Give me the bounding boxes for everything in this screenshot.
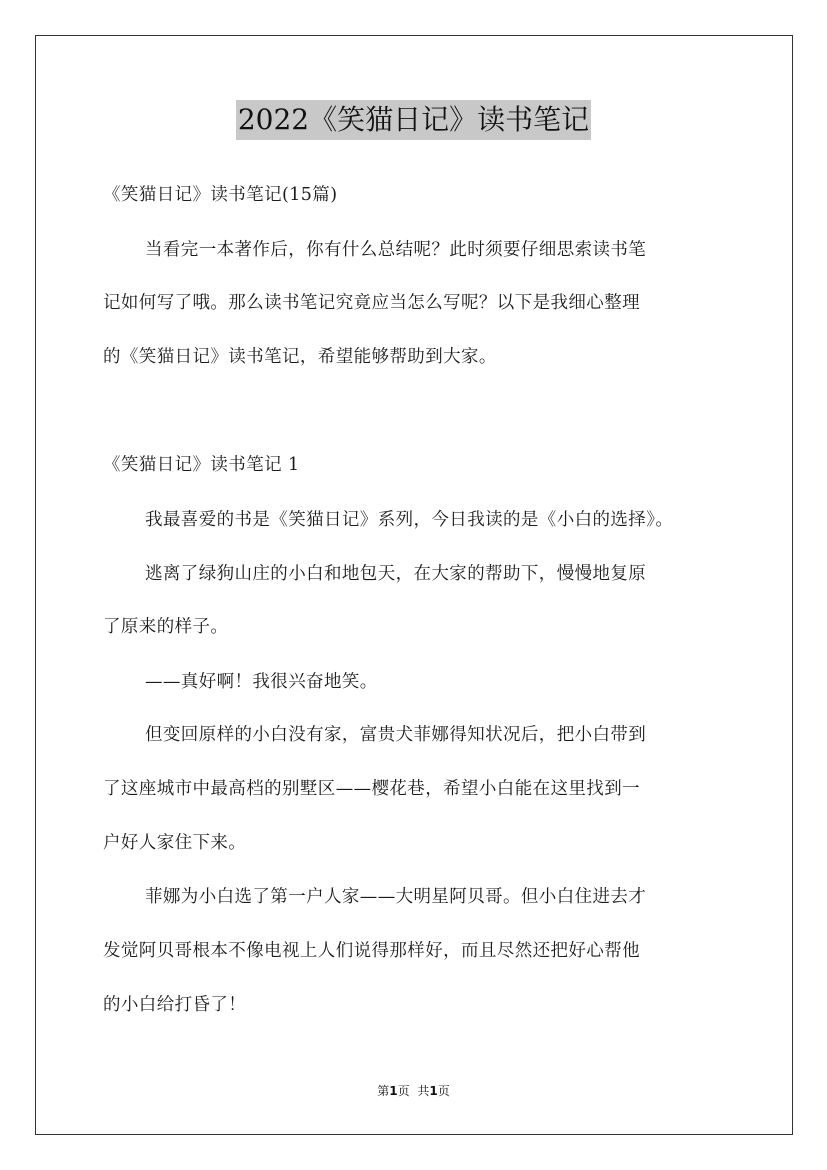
body-line-6: 了这座城市中最高档的别墅区——樱花巷，希望小白能在这里找到一 (103, 779, 640, 799)
footer-total-prefix: 共 (417, 1084, 430, 1098)
body-line-3: 了原来的样子。 (103, 617, 229, 637)
body-line-1: 我最喜爱的书是《笑猫日记》系列，今日我读的是《小白的选择》。 (145, 510, 674, 530)
intro-line-1: 当看完一本著作后，你有什么总结呢？此时须要仔细思索读书笔 (145, 240, 647, 260)
document-subtitle: 《笑猫日记》读书笔记(15篇) (103, 185, 338, 205)
section-heading: 《笑猫日记》读书笔记 1 (103, 455, 300, 475)
body-line-7: 户好人家住下来。 (103, 833, 247, 853)
footer-page-suffix: 页 (397, 1084, 410, 1098)
intro-line-3: 的《笑猫日记》读书笔记，希望能够帮助到大家。 (103, 347, 497, 367)
body-line-4: ——真好啊！我很兴奋地笑。 (145, 672, 378, 692)
body-line-8: 菲娜为小白选了第一户人家——大明星阿贝哥。但小白住进去才 (145, 887, 647, 907)
footer-total-suffix: 页 (437, 1084, 450, 1098)
body-line-9: 发觉阿贝哥根本不像电视上人们说得那样好，而且尽然还把好心帮他 (103, 941, 640, 961)
body-line-5: 但变回原样的小白没有家，富贵犬菲娜得知状况后，把小白带到 (145, 725, 647, 745)
body-line-10: 的小白给打昏了！ (103, 995, 247, 1015)
footer-total-number: 1 (429, 1084, 438, 1098)
footer-page-number: 1 (389, 1084, 398, 1098)
body-line-2: 逃离了绿狗山庄的小白和地包天，在大家的帮助下，慢慢地复原 (145, 564, 647, 584)
footer-page-prefix: 第 (377, 1084, 390, 1098)
document-title: 2022《笑猫日记》读书笔记 (236, 100, 591, 140)
title-container (0, 100, 827, 140)
intro-line-2: 记如何写了哦。那么读书笔记究竟应当怎么写呢？以下是我细心整理 (103, 293, 640, 313)
page-footer (0, 1083, 827, 1099)
